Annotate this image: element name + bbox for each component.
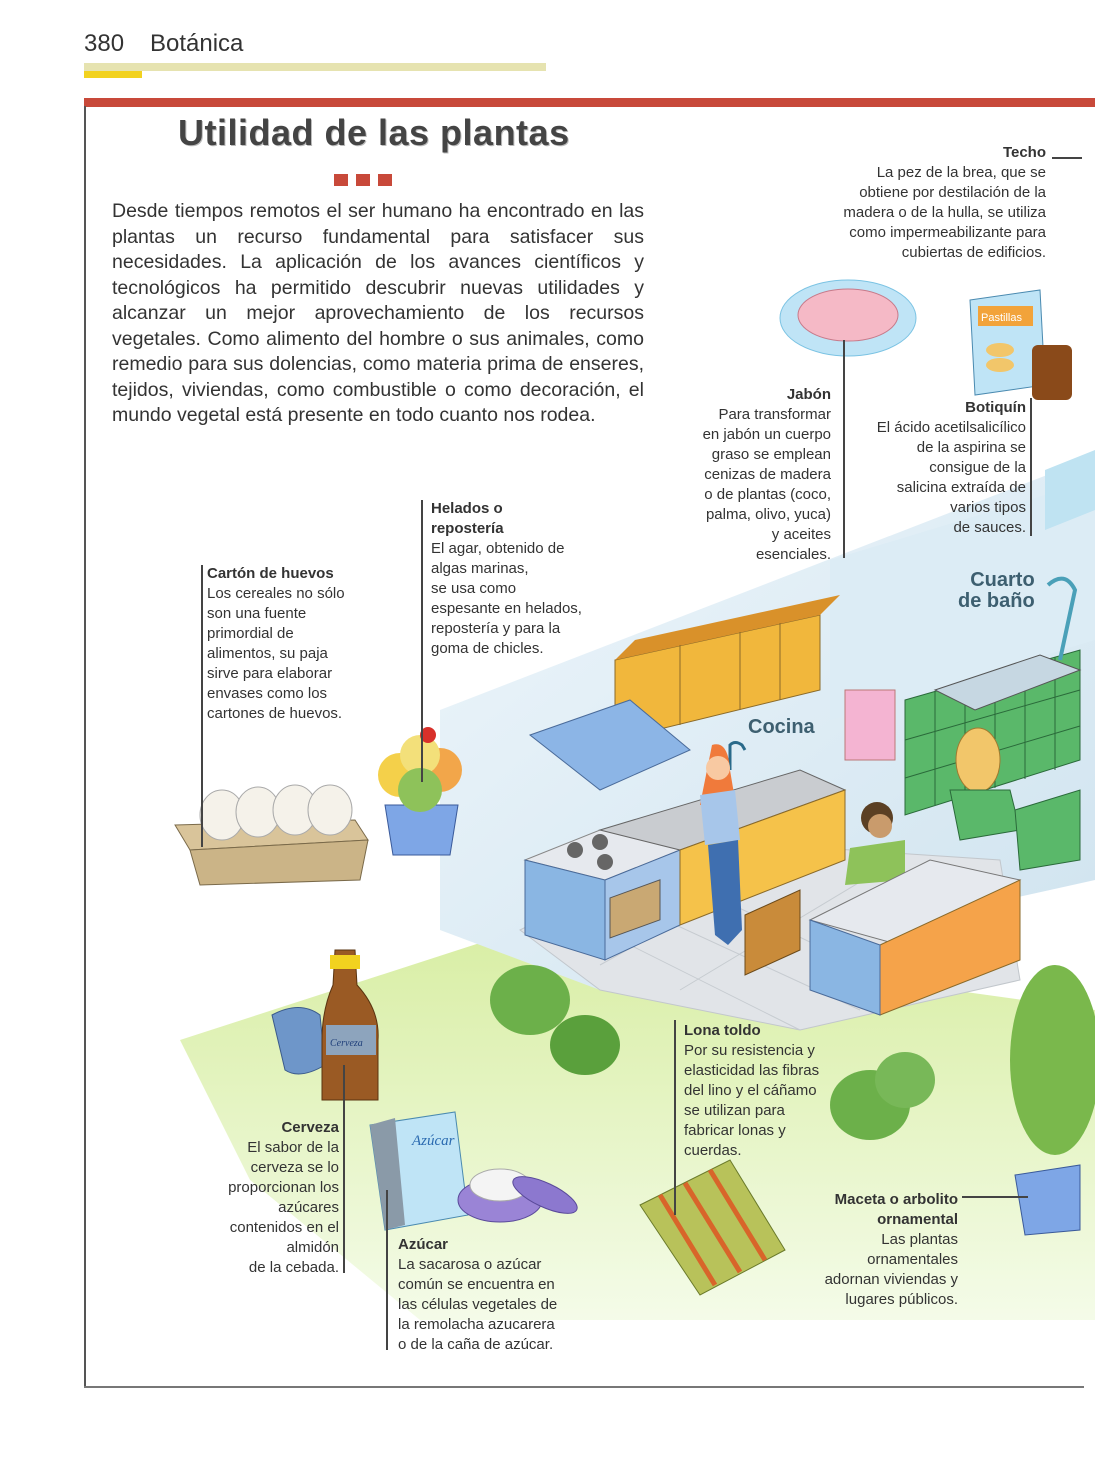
- toilet-lid: [956, 728, 1000, 792]
- callout-line: La pez de la brea, que se: [876, 164, 1046, 181]
- callout-heading: Cartón de huevos: [207, 565, 334, 582]
- callout-line: palma, olivo, yuca): [705, 506, 831, 523]
- callout-line: del lino y el cáñamo: [684, 1082, 817, 1099]
- leader-line: [843, 340, 845, 558]
- callout-line: se utilizan para: [684, 1102, 785, 1119]
- callout-line: envases como los: [207, 685, 328, 702]
- callout-line: El ácido acetilsalicílico: [876, 419, 1026, 436]
- callout-line: las células vegetales de: [398, 1296, 558, 1313]
- title-mark: [356, 174, 370, 186]
- callout-line: como impermeabilizante para: [849, 224, 1046, 241]
- leader-line: [962, 1196, 1028, 1198]
- callout-heading: Helados o: [431, 500, 503, 517]
- callout-line: sirve para elaborar: [207, 665, 333, 682]
- bush: [550, 1015, 620, 1075]
- title-mark: [334, 174, 348, 186]
- page-number: 380: [84, 30, 125, 57]
- callout-heading: repostería: [431, 520, 504, 537]
- callout-line: o de la caña de azúcar.: [398, 1336, 554, 1353]
- leader-line: [201, 565, 203, 847]
- callout-line: varios tipos: [950, 499, 1026, 516]
- callout-carton: [207, 564, 387, 724]
- azucar-box-label: Azúcar: [412, 1133, 455, 1149]
- callout-heading: Techo: [1002, 144, 1046, 161]
- leader-line: [421, 500, 423, 782]
- title-mark: [378, 174, 392, 186]
- callout-line: madera o de la hulla, se utiliza: [843, 204, 1046, 221]
- callout-techo: [810, 143, 1046, 263]
- callout-azucar: [398, 1235, 598, 1355]
- pot: [1015, 1165, 1080, 1235]
- soap: [798, 289, 898, 341]
- callout-line: cartones de huevos.: [207, 705, 343, 722]
- leader-line: [1052, 157, 1082, 159]
- callout-maceta: [780, 1190, 958, 1310]
- callout-line: Para transformar: [718, 406, 831, 423]
- section-name: Botánica: [150, 30, 244, 57]
- leader-line: [386, 1190, 388, 1350]
- room-label-bano-line: Cuarto: [970, 569, 1035, 591]
- medicine-bottle: [1032, 345, 1072, 400]
- callout-line: almidón: [286, 1239, 339, 1256]
- callout-heading: Cerveza: [281, 1119, 339, 1136]
- room-label-bano-line: de baño: [958, 590, 1035, 612]
- callout-line: de sauces.: [953, 519, 1026, 536]
- callout-line: de la aspirina se: [916, 439, 1026, 456]
- callout-line: Las plantas: [881, 1231, 958, 1248]
- callout-line: salicina extraída de: [896, 479, 1026, 496]
- callout-botiquin: [850, 398, 1026, 538]
- callout-line: lugares públicos.: [845, 1291, 958, 1308]
- callout-line: espesante en helados,: [431, 600, 582, 617]
- callout-line: o de plantas (coco,: [704, 486, 831, 503]
- callout-line: repostería y para la: [431, 620, 561, 637]
- intro-paragraph: Desde tiempos remotos el ser humano ha encontrado en las plantas un recurso fundamental para satisfacer sus necesidades. La aplicación de los avances científicos y tecnológicos ha permitido descubrir nuevas utilidades y alcanzar un mejor aprovechamiento de los recursos vegetales. Como alimento del hombre o sus animales, como remedio para sus dolencias, como materia prima de enseres, tejidos, viviendas, como combustible o como decoración, el mundo vegetal está presente en todo cuanto nos rodea.: [112, 200, 644, 426]
- callout-line: en jabón un cuerpo: [702, 426, 831, 443]
- callout-line: alimentos, su paja: [207, 645, 328, 662]
- callout-line: cenizas de madera: [704, 466, 831, 483]
- callout-line: esenciales.: [755, 546, 831, 563]
- callout-line: cubiertas de edificios.: [901, 244, 1046, 261]
- callout-line: ornamentales: [867, 1251, 958, 1268]
- page-title: Utilidad de las plantas: [178, 112, 570, 153]
- callout-line: cerveza se lo: [250, 1159, 339, 1176]
- header-bar: [84, 63, 546, 71]
- pastillas-label: Pastillas: [981, 312, 1022, 324]
- callout-line: contenidos en el: [229, 1219, 339, 1236]
- callout-helados: [431, 499, 631, 659]
- room-label-bano: [958, 570, 1035, 612]
- callout-line: primordial de: [207, 625, 294, 642]
- callout-line: elasticidad las fibras: [684, 1062, 820, 1079]
- callout-line: azúcares: [278, 1199, 339, 1216]
- bush: [490, 965, 570, 1035]
- callout-jabon: [680, 385, 831, 565]
- callout-heading: Jabón: [786, 386, 831, 403]
- frame-bottom-rule: [84, 1386, 1084, 1388]
- callout-line: adornan viviendas y: [824, 1271, 958, 1288]
- cerveza-can-label: Cerveza: [330, 1038, 363, 1049]
- callout-line: fabricar lonas y: [684, 1122, 786, 1139]
- callout-heading: ornamental: [877, 1211, 958, 1228]
- callout-line: se usa como: [431, 580, 517, 597]
- callout-line: El sabor de la: [247, 1139, 339, 1156]
- egg: [308, 785, 352, 835]
- callout-heading: Azúcar: [398, 1236, 449, 1253]
- callout-heading: Lona toldo: [684, 1022, 761, 1039]
- room-label-cocina: Cocina: [748, 716, 815, 738]
- callout-heading: Botiquín: [965, 399, 1026, 416]
- callout-line: goma de chicles.: [431, 640, 544, 657]
- callout-line: son una fuente: [207, 605, 307, 622]
- towel: [845, 690, 895, 760]
- bush: [875, 1052, 935, 1108]
- callout-lona: [684, 1021, 854, 1161]
- cupcake-cup: [385, 805, 458, 855]
- header-accent: [84, 71, 142, 78]
- leader-line: [1030, 398, 1032, 536]
- red-band: [84, 98, 1095, 107]
- callout-line: la remolacha azucarera: [398, 1316, 555, 1333]
- callout-line: común se encuentra en: [398, 1276, 555, 1293]
- callout-line: y aceites: [771, 526, 831, 543]
- callout-line: El agar, obtenido de: [431, 540, 565, 557]
- callout-heading: Maceta o arbolito: [834, 1191, 958, 1208]
- callout-line: proporcionan los: [228, 1179, 339, 1196]
- callout-line: Por su resistencia y: [684, 1042, 815, 1059]
- callout-line: consigue de la: [929, 459, 1026, 476]
- callout-line: Los cereales no sólo: [207, 585, 345, 602]
- frame-left-rule: [84, 106, 86, 1388]
- leader-line: [343, 1065, 345, 1273]
- leader-line: [674, 1020, 676, 1215]
- callout-cerveza: [200, 1118, 339, 1278]
- callout-line: cuerdas.: [684, 1142, 742, 1159]
- callout-line: de la cebada.: [248, 1259, 339, 1276]
- callout-line: obtiene por destilación de la: [859, 184, 1046, 201]
- callout-line: La sacarosa o azúcar: [398, 1256, 542, 1273]
- callout-line: algas marinas,: [431, 560, 529, 577]
- callout-line: graso se emplean: [711, 446, 831, 463]
